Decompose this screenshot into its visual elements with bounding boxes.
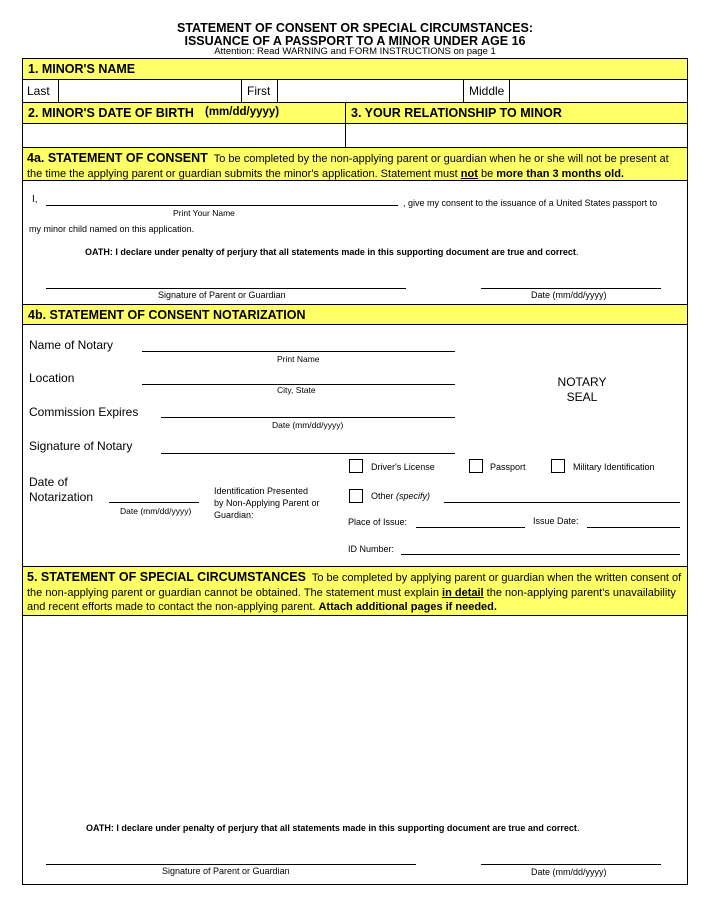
attention-note: Attention: Read WARNING and FORM INSTRUCTIONS on page 1 (214, 46, 496, 57)
section5-oath (86, 823, 579, 833)
passport-label: Passport (490, 462, 526, 472)
middle-label: Middle (469, 84, 505, 98)
section4a-oath-period: . (575, 247, 579, 257)
notary-signature-line[interactable] (161, 453, 455, 454)
section5-desc-bold: Attach additional pages if needed. (318, 601, 497, 613)
place-of-issue-line[interactable] (416, 527, 525, 528)
print-your-name-caption: Print Your Name (173, 208, 235, 218)
parent-signature-line[interactable] (46, 288, 406, 289)
section5-desc-detail: in detail (442, 586, 484, 599)
parent-signature-caption: Signature of Parent or Guardian (158, 290, 286, 300)
section5-oath-text: OATH: I declare under penalty of perjury that all statements made in this supporting document are true and correct (86, 823, 577, 833)
section4a-title: 4a. STATEMENT OF CONSENT (27, 151, 208, 165)
special-circumstances-field[interactable] (23, 616, 687, 811)
i-label: I, (32, 194, 38, 205)
notarization-date-caption: Date (mm/dd/yyyy) (120, 506, 192, 516)
city-state-caption: City, State (277, 385, 316, 395)
section5-title: 5. STATEMENT OF SPECIAL CIRCUMSTANCES (27, 570, 306, 584)
section5-signature-line[interactable] (46, 864, 416, 865)
military-id-checkbox[interactable] (551, 459, 565, 473)
other-id-line[interactable] (444, 502, 680, 503)
section3-bar (346, 103, 687, 124)
military-id-label: Military Identification (573, 462, 655, 472)
section4a-desc-bold: more than 3 months old. (496, 167, 624, 180)
signature-of-notary-label: Signature of Notary (29, 439, 133, 453)
print-name-caption: Print Name (277, 354, 320, 364)
first-label-cell (242, 80, 278, 102)
minor-child-text: my minor child named on this application. (29, 224, 195, 234)
minor-name-row (23, 80, 687, 103)
relationship-field[interactable] (346, 124, 687, 148)
id-presented-line2: by Non-Applying Parent or (214, 498, 320, 508)
last-label: Last (27, 84, 50, 98)
section4a-desc-be: be (477, 167, 497, 180)
notarization-label: Notarization (29, 490, 94, 504)
commission-expires-label: Commission Expires (29, 405, 139, 419)
section2-bar (23, 103, 346, 124)
name-of-notary-label: Name of Notary (29, 338, 114, 352)
section5-description (27, 570, 685, 615)
issue-date-line[interactable] (587, 527, 680, 528)
section4b-bar (23, 304, 687, 325)
id-number-line[interactable] (401, 554, 680, 555)
section4a-desc-not: not (460, 167, 478, 180)
other-id-checkbox[interactable] (349, 489, 363, 503)
issue-date-label: Issue Date: (533, 516, 579, 526)
section5-oath-period: . (576, 823, 580, 833)
date-of-label: Date of (29, 475, 68, 489)
id-presented-line1: Identification Presented (214, 486, 309, 496)
section4b-title: 4b. STATEMENT OF CONSENT NOTARIZATION (28, 308, 306, 322)
section5-date-caption: Date (mm/dd/yyyy) (531, 867, 607, 877)
other-label-text: Other (371, 491, 394, 501)
section2-title: 2. MINOR'S DATE OF BIRTH (28, 106, 194, 120)
section2-format: (mm/dd/yyyy) (205, 106, 280, 118)
signature-date-line[interactable] (481, 288, 661, 289)
section5-desc-text: To be completed by applying parent or guardian when the written consent of the non-applying parent or guardian cannot be obtained. The statement must explain (27, 572, 682, 599)
notarization-date-line[interactable] (109, 502, 199, 503)
section4a-bar (23, 148, 687, 181)
consent-text: , give my consent to the issuance of a United States passport to (403, 198, 658, 208)
section5-date-line[interactable] (481, 864, 661, 865)
notary-name-line[interactable] (142, 351, 455, 352)
other-specify-text: (specify) (396, 491, 431, 501)
date-of-birth-field[interactable] (23, 124, 346, 148)
form-title-line2: ISSUANCE OF A PASSPORT TO A MINOR UNDER AGE 16 (184, 34, 526, 48)
drivers-license-label: Driver's License (371, 462, 435, 472)
last-label-cell (23, 80, 59, 102)
other-id-label (371, 491, 430, 501)
section5-signature-caption: Signature of Parent or Guardian (162, 866, 290, 876)
drivers-license-checkbox[interactable] (349, 459, 363, 473)
consent-form (22, 58, 688, 885)
section5-bar (23, 566, 687, 616)
section4a-description (27, 151, 685, 181)
section3-title: 3. YOUR RELATIONSHIP TO MINOR (351, 106, 562, 120)
notary-seal-line1: NOTARY (557, 375, 607, 389)
first-name-field[interactable] (278, 80, 464, 102)
section4a-desc-text: To be completed by the non-applying parent or guardian when he or she will not be present at the time the applying parent or guardian submits the minor's application. Statement must (27, 153, 669, 180)
section5-desc-text2: the non-applying parent's unavailability and recent efforts made to contact the non-applying parent. (27, 586, 676, 613)
section1-bar (23, 59, 687, 80)
middle-label-cell (464, 80, 510, 102)
commission-date-caption: Date (mm/dd/yyyy) (272, 420, 344, 430)
signature-date-caption: Date (mm/dd/yyyy) (531, 290, 607, 300)
middle-name-field[interactable] (510, 80, 687, 102)
commission-expires-line[interactable] (161, 417, 455, 418)
consent-name-line[interactable] (46, 205, 398, 206)
section4a-oath-text: OATH: I declare under penalty of perjury that all statements made in this supporting document are true and correct (85, 247, 576, 257)
place-of-issue-label: Place of Issue: (348, 517, 408, 527)
first-label: First (247, 84, 271, 98)
id-presented-line3: Guardian: (214, 510, 254, 520)
section1-title: 1. MINOR'S NAME (28, 62, 136, 76)
form-title-line1: STATEMENT OF CONSENT OR SPECIAL CIRCUMSTANCES: (176, 21, 534, 35)
passport-checkbox[interactable] (469, 459, 483, 473)
section4a-oath (85, 247, 578, 257)
notary-seal-line2: SEAL (566, 390, 598, 404)
last-name-field[interactable] (59, 80, 242, 102)
location-label: Location (29, 371, 75, 385)
id-number-label: ID Number: (348, 544, 395, 554)
